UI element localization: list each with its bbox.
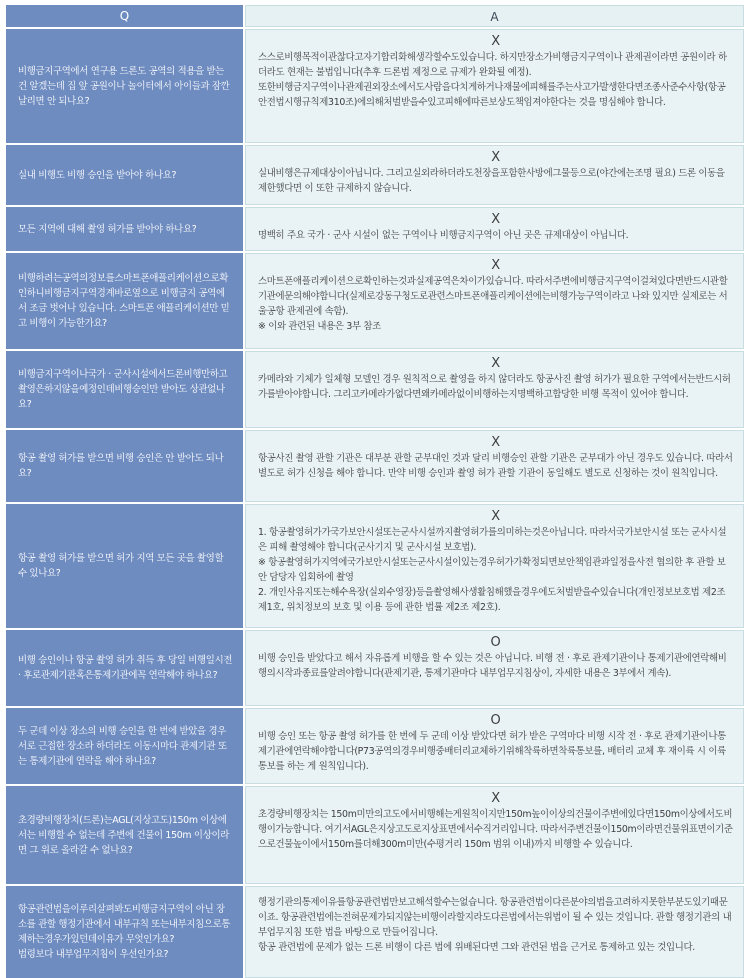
question-cell xyxy=(6,504,243,628)
answer-cell xyxy=(245,786,744,884)
answer-mark: X xyxy=(491,435,500,450)
question-text: 비행금지구역이나국가 · 군사시설에서드론비행만하고촬영은하지않을예정인데비행승인만 받아도 상관없나요? xyxy=(18,369,228,410)
question-text: 모든 지역에 대해 촬영 허가를 받아야 하나요? xyxy=(18,223,197,235)
answer-line: 1. 항공촬영허가가국가보안시설또는군사시설까지촬영허가를의미하는것은아닙니다. 따라서국가보안시설 또는 군사시설은 피해 촬영해야 합니다(군사기지 및 군사시설 보호법). xyxy=(258,527,727,553)
question-cell xyxy=(6,630,243,706)
answer-line: 비행 승인 또는 항공 촬영 허가를 한 번에 두 군데 이상 받았다면 허가 받은 구역마다 비행 시작 전 · 후로 관제기관이나통제기관에연락해야합니다(P73공역의경우비행중배터리교체하기위해착륙하면착륙통보를, 배터리 교체 후 재이륙 시 이륙통보를 하는 게 원칙입니다). xyxy=(258,731,726,772)
answer-line: 스마트폰애플리케이션으로확인하는것과실제공역은차이가있습니다. 따라서주변에비행금지구역이걸쳐있다면반드시관할기관에문의해야합니다(실제로강동구청도로관련스마트폰애플리케이션에는비행가능구역이라고 나와 있지만 실제로는 서울공항 관제권에 속함). xyxy=(258,276,728,317)
answer-cell xyxy=(245,253,744,349)
question-column-header: Q xyxy=(6,5,243,27)
answer-line: 비행 승인을 받았다고 해서 자유롭게 비행을 할 수 있는 것은 아닙니다. 비행 전 · 후로 관제기관이나 통제기관에연락해비행의시작과종료를알려야합니다(관제기관, 통제기관마다 내부업무지침상이, 자세한 내용은 3부에서 계속). xyxy=(258,653,727,679)
question-cell xyxy=(6,786,243,884)
answer-mark: X xyxy=(491,34,500,49)
answer-cell xyxy=(245,29,744,143)
question-cell xyxy=(6,430,243,502)
answer-line: 항공사진 촬영 관할 기관은 대부분 관할 군부대인 것과 달리 비행승인 관할 기관은 군부대가 아닌 경우도 있습니다. 따라서 별도로 허가 신청을 해야 합니다. 만약 비행 승인과 촬영 허가 관할 기관이 동일해도 별도로 신청하는 것이 원칙입니다. xyxy=(258,453,733,479)
question-text: 항공 촬영 허가를 받으면 비행 승인은 안 받아도 되나요? xyxy=(18,453,224,479)
answer-note: ※ 이와 관련된 내용은 3부 참조 xyxy=(258,321,381,332)
question-text: 항공관련법을이루리살펴봐도비행금지구역이 아닌 장소를 관할 행정기관에서 내부규칙 또는내부지침으로통제하는경우가있던데이유가 무엇인가요? xyxy=(18,904,231,945)
question-text: 법령보다 내부업무지침이 우선인가요? xyxy=(18,949,169,960)
answer-line: 항공 관련법에 문제가 없는 드론 비행이 다른 법에 위배된다면 그와 관련된 법을 근거로 통제하고 있는 것입니다. xyxy=(258,942,695,953)
answer-line: 명백히 주요 국가 · 군사 시설이 없는 구역이나 비행금지구역이 아닌 곳은 규제대상이 아닙니다. xyxy=(258,230,629,241)
answer-mark: O xyxy=(490,635,501,650)
answer-cell xyxy=(245,207,744,251)
answer-cell xyxy=(245,145,744,205)
answer-line: 카메라와 기체가 일체형 모델인 경우 원칙적으로 촬영을 하지 않더라도 항공사진 촬영 허가가 필요한 구역에서는반드시허가를받아야합니다. 그리고카메라가없다면왜카메라없이비행하는지명백하고합당한 비행 목적이 있어야 합니다. xyxy=(258,374,731,400)
question-text: 비행금지구역에서 연구용 드론도 공역의 적용을 받는 건 알겠는데 집 앞 공원이나 놀이터에서 아이들과 잠깐 날리면 안 되나요? xyxy=(18,65,230,107)
answer-column-header: A xyxy=(245,5,744,27)
answer-line: 실내비행은규제대상이아닙니다. 그리고실외라하더라도천장을포함한사방에그물등으로(야간에는조명 필요) 드론 이동을 제한했다면 이 또한 규제하지 않습니다. xyxy=(258,168,725,194)
question-cell xyxy=(6,253,243,349)
question-text: 비행하려는공역의정보를스마트폰애플리케이션으로확인하니비행금지구역경계바로옆으로 비행금지 공역에서 조금 벗어나 있습니다. 스마트폰 애플리케이션만 믿고 비행이 가능한가요? xyxy=(18,273,230,329)
answer-mark: X xyxy=(491,212,500,227)
answer-mark: X xyxy=(491,150,500,165)
answer-line: 행정기관의통제이유를항공관련법만보고해석할수는없습니다. 항공관련법이다른분야의법을고려하지못한부분도있기때문이죠. 항공관련법에는전혀문제가되지않는비행이라할지라도다른법에서는위법이 될 수 있는 것입니다. 관할 행정기관의 내부업무지침 또한 법을 바탕으로 만들어집니다. xyxy=(258,897,732,938)
answer-line: 스스로비행목적이관찮다고자기합리화해생각할수도있습니다. 하지만장소가비행금지구역이나 관제권이라면 공원이라 하더라도 현재는 불법입니다(추후 드론법 제정으로 규제가 완화될 예정). xyxy=(258,52,727,78)
answer-mark: X xyxy=(491,791,500,806)
answer-mark: O xyxy=(490,713,501,728)
answer-cell xyxy=(245,504,744,628)
answer-mark: X xyxy=(491,509,500,524)
question-cell xyxy=(6,29,243,143)
answer-line: 초경량비행장치는 150m미만의고도에서비행해는게원칙이지만150m높이이상의건물이주변에있다면150m이상에서도비행이가능합니다. 여기서AGL은지상고도로지상표면에서수직거리입니다. 따라서주변건물이150m이라면건물위표면이기준으로건물높이에서150m를더해300m미만(수평거리 150m 범위 이내)까지 비행할 수 있습니다. xyxy=(258,809,733,850)
answer-mark: X xyxy=(491,356,500,371)
question-cell xyxy=(6,207,243,251)
question-text: 비행 승인이나 항공 촬영 허가 취득 후 당일 비행일시전 · 후로관제기관혹은통제기관에꼭 연락해야 하나요? xyxy=(18,655,233,681)
answer-cell xyxy=(245,630,744,706)
answer-cell xyxy=(245,351,744,428)
answer-cell xyxy=(245,708,744,784)
question-text: 두 군데 이상 장소의 비행 승인을 한 번에 받았을 경우 서로 근접한 장소라 하더라도 이동시마다 관제기관 또는 통제기관에 연락을 해야 하나요? xyxy=(18,725,227,767)
answer-cell xyxy=(245,886,744,978)
question-text: 초경량비행장치(드론)는AGL(지상고도)150m 이상에서는 비행할 수 없는데 주변에 건물이 150m 이상이라면 그 위로 올라갈 수 없나요? xyxy=(18,814,229,856)
question-text: 항공 촬영 허가를 받으면 허가 지역 모든 곳을 촬영할 수 있나요? xyxy=(18,553,224,579)
answer-cell xyxy=(245,430,744,502)
answer-note: ※ 항공촬영허가지역에국가보안시설또는군사시설이있는경우허가가확정되면보안책임관과일정을사전 협의한 후 관할 보안 담당자 입회하에 촬영 xyxy=(258,557,726,583)
answer-line: 또한비행금지구역이나관제권외장소에서도사람을다치게하거나재물에피해를주는사고가발생한다면조종사준수사항(항공안전법시행규칙제310조)에의해처벌받을수있고피해에따른보상도책임져야한다는 것을 명심해야 합니다. xyxy=(258,82,726,108)
question-text: 실내 비행도 비행 승인을 받아야 하나요? xyxy=(18,169,177,181)
question-cell xyxy=(6,708,243,784)
qa-table xyxy=(6,5,744,978)
answer-mark: X xyxy=(491,258,500,273)
question-cell xyxy=(6,145,243,205)
answer-line: 2. 개인사유지또는해수욕장(실외수영장)등을촬영해사생활침해했을경우에도처벌받을수있습니다(개인정보보호법 제2조 제1호, 위치정보의 보호 및 이용 등에 관한 법률 제2조 제2호). xyxy=(258,587,726,613)
question-cell xyxy=(6,351,243,428)
question-cell xyxy=(6,886,243,978)
